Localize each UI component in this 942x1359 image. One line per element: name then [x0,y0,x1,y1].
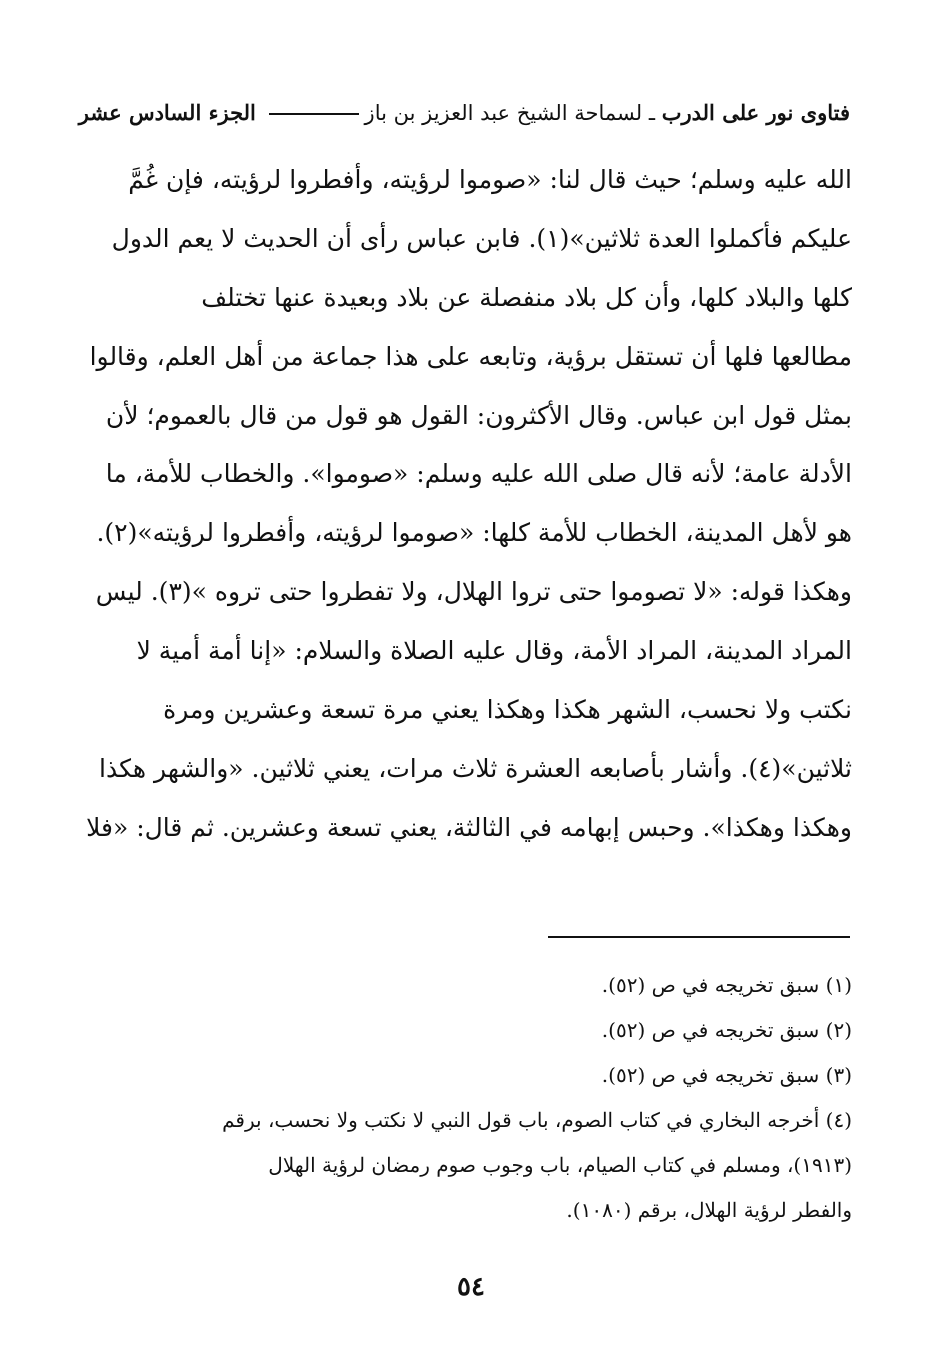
main-text [86,150,852,857]
body-line: هو لأهل المدينة، الخطاب للأمة كلها: «صوموا لرؤيته، وأفطروا لرؤيته»(٢). [96,518,852,548]
body-line: المراد المدينة، المراد الأمة، وقال عليه الصلاة والسلام: «إنا أمة أمية لا [136,636,852,666]
body-line: بمثل قول ابن عباس. وقال الأكثرون: القول هو قول من قال بالعموم؛ لأن [105,400,852,430]
footnote-1: (١) سبق تخريجه في ص (٥٢). [601,972,852,997]
footnote-2: (٢) سبق تخريجه في ص (٥٢). [601,1017,852,1042]
footnote-separator-rule [548,936,850,938]
footnote-3: (٣) سبق تخريجه في ص (٥٢). [601,1062,852,1087]
body-line: ثلاثين»(٤). وأشار بأصابعه العشرة ثلاث مرات، يعني ثلاثين. «والشهر هكذا [99,753,852,783]
header-right-group [79,100,365,125]
volume-part: الجزء السادس عشر [78,99,256,125]
footnote-4-line-2: (١٩١٣)، ومسلم في كتاب الصيام، باب وجوب صوم رمضان لرؤية الهلال [268,1152,852,1177]
footnote-4-line-3: والفطر لرؤية الهلال، برقم (١٠٨٠). [566,1197,852,1222]
header-dash-rule [269,113,359,115]
body-line: نكتب ولا نحسب، الشهر هكذا وهكذا يعني مرة تسعة وعشرين ومرة [163,694,852,724]
book-series-title: فتاوى نور على الدرب [661,99,850,125]
header-separator: ـ [648,100,656,125]
author-credit: لسماحة الشيخ عبد العزيز بن باز [364,100,643,125]
body-line: مطالعها فلها أن تستقل برؤية، وتابعه على هذا جماعة من أهل العلم، وقالوا [89,341,852,371]
body-line: عليكم فأكملوا العدة ثلاثين»(١). فابن عباس رأى أن الحديث لا يعم الدول [111,223,852,253]
body-line: وهكذا وهكذا». وحبس إبهامه في الثالثة، يعني تسعة وعشرين. ثم قال: «فلا [86,812,852,842]
footnote-4-line-1: (٤) أخرجه البخاري في كتاب الصوم، باب قول النبي لا نكتب ولا نحسب، برقم [222,1107,852,1132]
page-number: ٥٤ [457,1272,485,1302]
body-line: وهكذا قوله: «لا تصوموا حتى تروا الهلال، ولا تفطروا حتى تروه »(٣). ليس [95,577,852,607]
body-line: الأدلة عامة؛ لأنه قال صلى الله عليه وسلم: «صوموا». والخطاب للأمة، ما [105,459,852,489]
running-header [78,92,850,132]
header-left-group [365,100,850,125]
body-line: الله عليه وسلم؛ حيث قال لنا: «صوموا لرؤيته، وأفطروا لرؤيته، فإن غُمَّ [128,164,852,194]
footnotes [86,962,852,1232]
body-line: كلها والبلاد كلها، وأن كل بلاد منفصلة عن بلاد وبعيدة عنها تختلف [201,282,852,312]
